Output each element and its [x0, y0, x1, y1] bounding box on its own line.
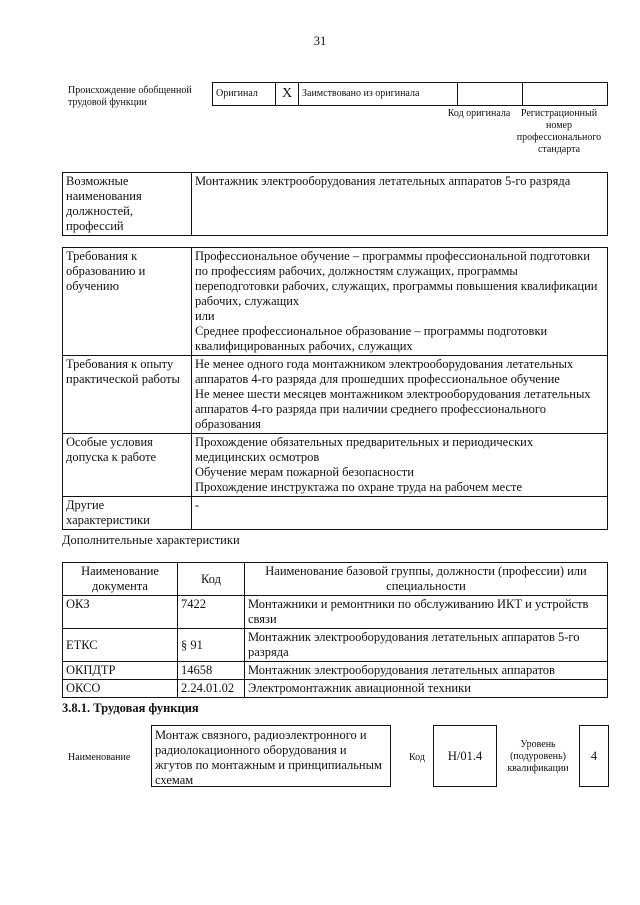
function-code-label: Код [409, 752, 425, 763]
column-header: Наименование документа [63, 563, 178, 596]
requirement-line: Не менее одного года монтажником электрооборудования летательных аппаратов 4-го разряда для прошедших профессиональное обучение [195, 357, 574, 386]
requirement-value [192, 248, 608, 356]
requirement-row-other [63, 497, 608, 530]
column-header: Код [178, 563, 245, 596]
requirement-line: Прохождение инструктажа по охране труда на рабочем месте [195, 480, 523, 494]
requirement-line: Обучение мерам пожарной безопасности [195, 465, 414, 479]
column-header: Наименование базовой группы, должности (профессии) или специальности [245, 563, 608, 596]
page-number: 31 [313, 34, 327, 48]
table-cell: Монтажники и ремонтники по обслуживанию ИКТ и устройств связи [245, 596, 608, 629]
table-cell: § 91 [178, 629, 245, 662]
requirement-line: или [195, 309, 215, 323]
table-cell: ОКПДТР [63, 662, 178, 680]
requirement-label: Требования к опыту практической работы [63, 356, 192, 434]
origin-reg-cell [523, 83, 608, 106]
requirement-line: - [195, 498, 200, 512]
table-row [63, 629, 608, 662]
requirement-line: Профессиональное обучение – программы профессиональной подготовки по профессиям рабочих, должностям служащих, программы переподготовки рабочих, служащих, программы повышения квалификации рабочих, служащих [195, 249, 598, 308]
requirement-row-conditions [63, 434, 608, 497]
function-level-value: 4 [579, 725, 609, 787]
origin-table [212, 82, 608, 106]
requirement-label: Особые условия допуска к работе [63, 434, 192, 497]
requirement-label: Другие характеристики [63, 497, 192, 530]
origin-code-caption: Код оригинала [447, 108, 511, 119]
table-row [63, 662, 608, 680]
requirement-label: Требования к образованию и обучению [63, 248, 192, 356]
requirement-line: Не менее шести месяцев монтажником электрооборудования летательных аппаратов 4-го разряда при наличии среднего профессионального образования [195, 387, 591, 431]
positions-label: Возможные наименования должностей, профессий [63, 173, 192, 236]
table-row [63, 596, 608, 629]
table-cell: 7422 [178, 596, 245, 629]
table-cell: Монтажник электрооборудования летательных аппаратов 5-го разряда [245, 629, 608, 662]
requirement-line: Среднее профессиональное образование – программы подготовки квалифицированных рабочих, служащих [195, 324, 548, 353]
requirement-line: Прохождение обязательных предварительных и периодических медицинских осмотров [195, 435, 534, 464]
origin-code-cell [458, 83, 523, 106]
table-cell: ОКЗ [63, 596, 178, 629]
function-name-value: Монтаж связного, радиоэлектронного и радиолокационного оборудования и жгутов по монтажным и принципиальным схемам [151, 725, 391, 787]
positions-table [62, 172, 608, 236]
table-cell: 2.24.01.02 [178, 680, 245, 698]
origin-original: Оригинал [213, 83, 276, 106]
requirements-table [62, 247, 608, 530]
origin-mark: X [276, 83, 299, 106]
requirement-row-education [63, 248, 608, 356]
requirement-value [192, 356, 608, 434]
table-cell: 14658 [178, 662, 245, 680]
origin-borrowed: Заимствовано из оригинала [299, 83, 458, 106]
origin-label: Происхождение обобщенной трудовой функции [68, 85, 192, 108]
table-cell: Электромонтажник авиационной техники [245, 680, 608, 698]
function-name-label: Наименование [68, 752, 131, 763]
table-row [63, 680, 608, 698]
function-level-label: Уровень (подуровень) квалификации [507, 739, 569, 774]
additional-table [62, 562, 608, 698]
requirement-value [192, 434, 608, 497]
requirement-value [192, 497, 608, 530]
origin-reg-caption: Регистрационный номер профессионального стандарта [516, 108, 602, 155]
table-cell: ЕТКС [63, 629, 178, 662]
function-code-value: H/01.4 [433, 725, 497, 787]
requirement-row-experience [63, 356, 608, 434]
table-cell: Монтажник электрооборудования летательных аппаратов [245, 662, 608, 680]
positions-value: Монтажник электрооборудования летательных аппаратов 5-го разряда [192, 173, 608, 236]
additional-title: Дополнительные характеристики [62, 533, 240, 547]
additional-header-row [63, 563, 608, 596]
table-cell: ОКСО [63, 680, 178, 698]
function-heading: 3.8.1. Трудовая функция [62, 701, 199, 715]
